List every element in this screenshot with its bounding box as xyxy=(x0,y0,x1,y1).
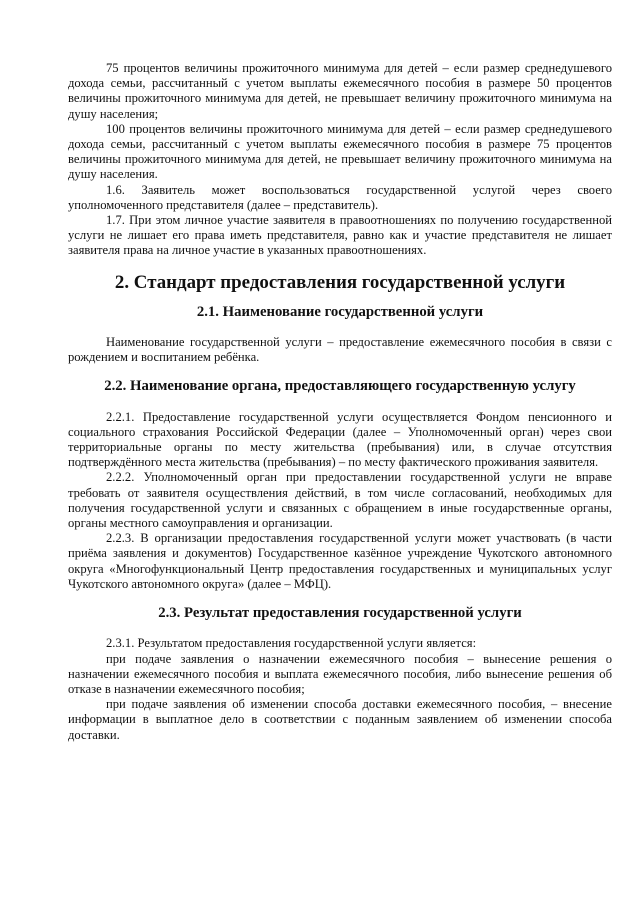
paragraph-2-2-1: 2.2.1. Предоставление государственной услуги осуществляется Фондом пенсионного и социального страхования Российской Федерации (далее – Уполномоченный орган) через свои территориальные органы по месту жительства (пребывания) или, в случае отсутствия подтверждённого места жительства (пребывания) – по месту фактического проживания заявителя. xyxy=(68,409,612,470)
paragraph-2-2-3: 2.2.3. В организации предоставления государственной услуги может участвовать (в части приёма заявления и документов) Государственное казённое учреждение Чукотского автономного округа «Многофункциональный Центр предоставления государственных и муниципальных услуг Чукотского автономного округа» (далее – МФЦ). xyxy=(68,531,612,591)
paragraph-2-3-1-assignment: при подаче заявления о назначении ежемесячного пособия – вынесение решения о назначении ежемесячного пособия и выплата ежемесячного пособия, либо вынесение решения об отказе в назначении ежемесячного пособия; xyxy=(68,651,612,696)
section-2-heading: 2. Стандарт предоставления государственной услуги xyxy=(114,271,566,293)
spacer xyxy=(68,592,612,606)
paragraph-75-percent: 75 процентов величины прожиточного минимума для детей – если размер среднедушевого дохода семьи, рассчитанный с учетом выплаты ежемесячного пособия в размере 50 процентов величины прожиточного минимума для детей, не превышает величину прожиточного минимума на душу населения; xyxy=(68,61,612,121)
paragraph-2-1: Наименование государственной услуги – предоставление ежемесячного пособия в связи с рождением и воспитанием ребёнка. xyxy=(68,335,612,365)
paragraph-2-3-1-delivery-change: при подаче заявления об изменении способа доставки ежемесячного пособия, – внесение информации в выплатное дело в соответствии с поданным заявлением об изменении способа доставки. xyxy=(68,697,612,742)
spacer xyxy=(68,365,612,379)
section-2-2-heading: 2.2. Наименование органа, предоставляющего государственную услугу xyxy=(104,378,576,395)
paragraph-2-3-1: 2.3.1. Результатом предоставления государственной услуги является: xyxy=(106,636,477,651)
paragraph-2-2-2: 2.2.2. Уполномоченный орган при предоставлении государственной услуги не вправе требовать от заявителя осуществления действий, в том числе согласований, необходимых для получения государственной услуги и связанных с обращением в иные государственные органы, органы местного самоуправления и организации. xyxy=(68,470,612,531)
section-2-1-heading: 2.1. Наименование государственной услуги xyxy=(196,303,484,320)
paragraph-100-percent: 100 процентов величины прожиточного минимума для детей – если размер среднедушевого дохода семьи, рассчитанный с учетом выплаты ежемесячного пособия в размере 75 процентов величины прожиточного минимума для детей, не превышает величину прожиточного минимума на душу населения. xyxy=(68,121,612,182)
paragraph-1-6: 1.6. Заявитель может воспользоваться государственной услугой через своего уполномоченного представителя (далее – представитель). xyxy=(68,182,612,212)
paragraph-1-7: 1.7. При этом личное участие заявителя в правоотношениях по получению государственной услуги не лишает его права иметь представителя, равно как и участие представителя не лишает заявителя права на личное участие в указанных правоотношениях. xyxy=(68,213,612,258)
section-2-3-heading: 2.3. Результат предоставления государственной услуги xyxy=(158,605,522,622)
